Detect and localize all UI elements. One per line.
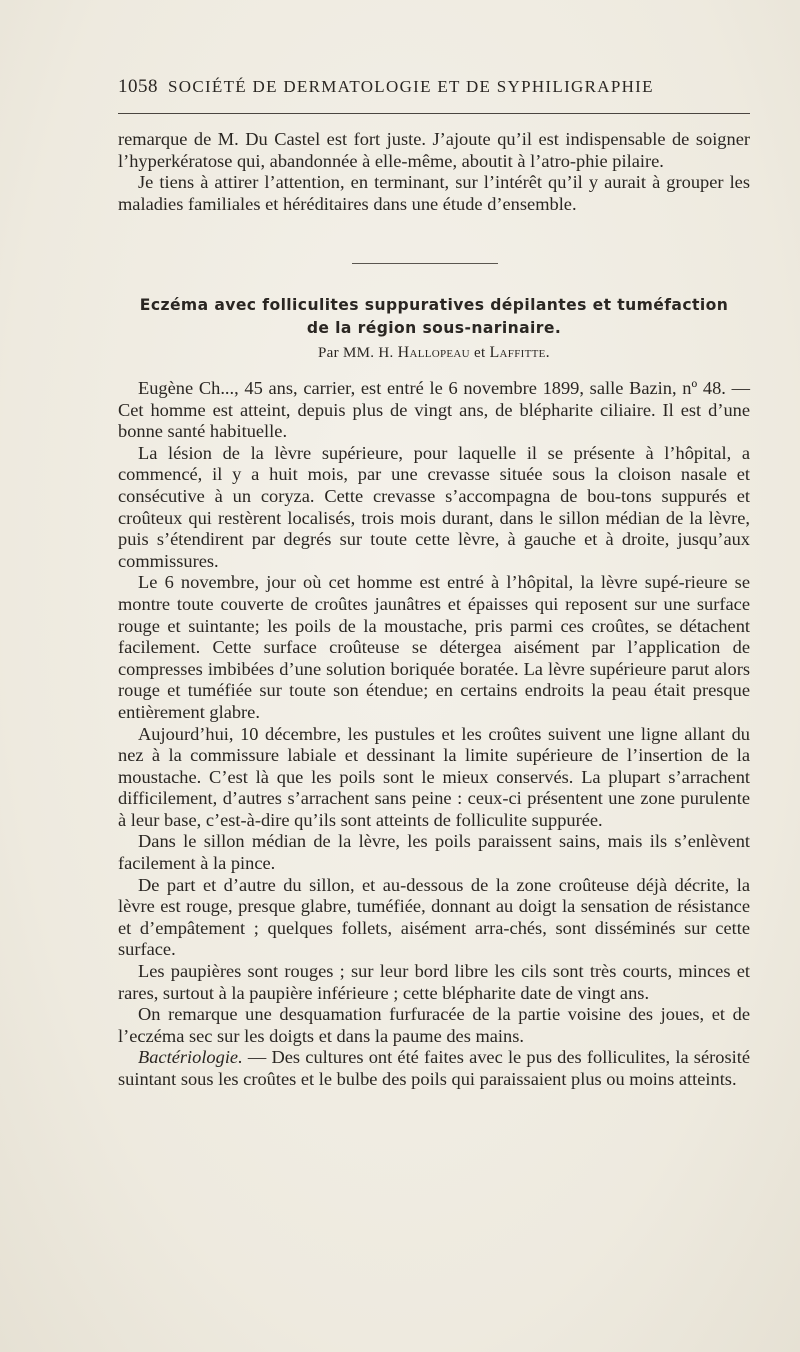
body-paragraph-5: Dans le sillon médian de la lèvre, les poils paraissent sains, mais ils s’enlèvent facilement à la pince. [118, 831, 750, 874]
running-title: SOCIÉTÉ DE DERMATOLOGIE ET DE SYPHILIGRAPHIE [168, 77, 654, 96]
body-paragraph-4: Aujourd’hui, 10 décembre, les pustules et les croûtes suivent une ligne allant du nez à la commissure labiale et dessinant la limite supérieure de l’insertion de la moustache. C’est là que les poils sont le mieux conservés. La plupart s’arrachent difficilement, d’autres s’arrachent sans peine : ceux-ci présentent une zone purulente à leur base, c’est-à-dire qu’ils sont atteints de folliculite suppurée. [118, 723, 750, 830]
author-1: Hallopeau [397, 344, 470, 361]
intro-paragraph-2: Je tiens à attirer l’attention, en terminant, sur l’intérêt qu’il y aurait à grouper les maladies familiales et héréditaires dans une étude d’ensemble. [118, 172, 750, 214]
bacteriology-paragraph [118, 1047, 750, 1090]
authors-and: et [473, 345, 486, 361]
section-divider [352, 263, 498, 264]
body-paragraph-2: La lésion de la lèvre supérieure, pour laquelle il se présente à l’hôpital, a commencé, il y a huit mois, par une crevasse située sous la cloison nasale et consécutive à un coryza. Cette crevasse s’accompagna de bou-tons suppurés et croûteux qui restèrent localisés, trois mois durant, dans le sillon médian de la lèvre, puis s’étendirent par degrés sur toute cette lèvre, à gauche et à droite, jusqu’aux commissures. [118, 442, 750, 571]
bacteriology-label: Bactériologie. [138, 1047, 243, 1068]
article-title [118, 294, 750, 340]
body-paragraph-1: Eugène Ch..., 45 ans, carrier, est entré le 6 novembre 1899, salle Bazin, nº 48. — Cet homme est atteint, depuis plus de vingt ans, de blépharite ciliaire. Il est d’une bonne santé habituelle. [118, 378, 750, 442]
article-body [118, 378, 750, 1091]
page-number: 1058 [118, 76, 158, 97]
running-header [118, 76, 748, 100]
article-title-line-1: Eczéma avec folliculites suppuratives dépilantes et tuméfaction [139, 296, 729, 314]
author-2: Laffitte. [489, 344, 550, 361]
bacteriology-text: — Des cultures ont été faites avec le pus des folliculites, la sérosité suintant sous les croûtes et le bulbe des poils qui paraissaient plus ou moins atteints. [118, 1047, 750, 1089]
previous-article-end [118, 129, 750, 215]
body-paragraph-8: On remarque une desquamation furfuracée de la partie voisine des joues, et de l’eczéma sec sur les doigts et dans la paume des mains. [118, 1004, 750, 1046]
body-paragraph-7: Les paupières sont rouges ; sur leur bord libre les cils sont très courts, minces et rares, surtout à la paupière inférieure ; cette blépharite date de vingt ans. [118, 961, 750, 1003]
article-title-line-2: de la région sous-narinaire. [306, 319, 562, 337]
header-rule [118, 113, 750, 114]
article-authors [118, 344, 750, 362]
body-paragraph-6: De part et d’autre du sillon, et au-dessous de la zone croûteuse déjà décrite, la lèvre est rouge, presque glabre, tuméfiée, donnant au doigt la sensation de résistance et d’empâtement ; quelques follets, aisément arra-chés, sont disséminés sur cette surface. [118, 874, 750, 960]
intro-paragraph-1: remarque de M. Du Castel est fort juste. J’ajoute qu’il est indispensable de soigner l’hyperkératose qui, abandonnée à elle-même, aboutit à l’atro-phie pilaire. [118, 129, 750, 171]
body-paragraph-3: Le 6 novembre, jour où cet homme est entré à l’hôpital, la lèvre supé-rieure se montre toute couverte de croûtes jaunâtres et épaisses qui reposent sur une surface rouge et suintante; les poils de la moustache, pris parmi ces croûtes, se détachent facilement. Cette surface croûteuse se détergea aisément par l’application de compresses imbibées d’une solution boriquée boratée. La lèvre supérieure parut alors rouge et tuméfiée sur toute son étendue; en certains endroits la peau était presque entièrement glabre. [118, 572, 750, 722]
authors-prefix: Par MM. H. [318, 345, 394, 361]
